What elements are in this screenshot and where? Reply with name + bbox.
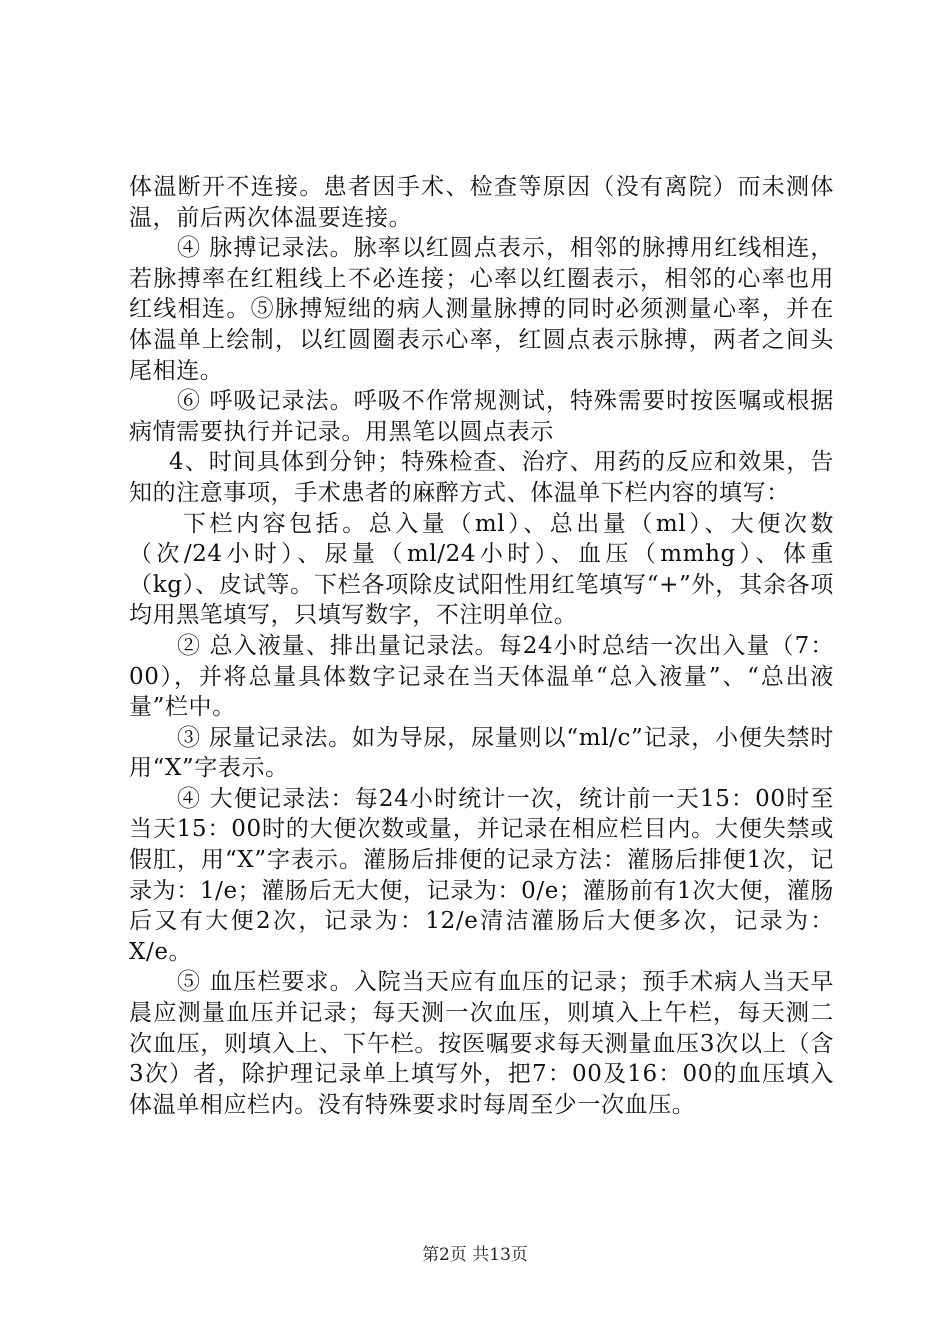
- paragraph-intake-output: ② 总入液量、排出量记录法。每24小时总结一次出入量（7：00），并将总量具体数字记录在当天体温单“总入液量”、“总出液量”栏中。: [129, 632, 834, 721]
- paragraph-respiration-recording: ⑥ 呼吸记录法。呼吸不作常规测试，特殊需要时按医嘱或根据病情需要执行并记录。用黑笔以圆点表示: [129, 388, 834, 445]
- paragraph-stool-recording: ④ 大便记录法：每24小时统计一次，统计前一天15：00时至当天15：00时的大便次数或量，并记录在相应栏目内。大便失禁或假肛，用“X”字表示。灌肠后排便的记录方法：灌肠后排便1次，记录为：1/e；灌肠后无大便，记录为：0/e；灌肠前有1次大便，灌肠后又有大便2次，记录为：12/e清洁灌肠后大便多次，记录为：X/e。: [129, 785, 834, 965]
- paragraph-temperature-continuation: 体温断开不连接。患者因手术、检查等原因（没有离院）而未测体温，前后两次体温要连接。: [129, 174, 834, 231]
- paragraph-urine-recording: ③ 尿量记录法。如为导尿，尿量则以“ml/c”记录，小便失禁时用“X”字表示。: [129, 724, 834, 782]
- page-number-footer: 第2页 共13页: [422, 1245, 528, 1265]
- paragraph-blood-pressure: ⑤ 血压栏要求。入院当天应有血压的记录；预手术病人当天早晨应测量血压并记录；每天测一次血压，则填入上午栏，每天测二次血压，则填入上、下午栏。按医嘱要求每天测量血压3次以上（含3次）者，除护理记录单上填写外，把7：00及16：00的血压填入体温单相应栏内。没有特殊要求时每周至少一次血压。: [129, 969, 834, 1118]
- paragraph-time-and-lower-section: 4、时间具体到分钟；特殊检查、治疗、用药的反应和效果，告知的注意事项，手术患者的麻醉方式、体温单下栏内容的填写：: [129, 449, 834, 506]
- paragraph-lower-section-contents: 下栏内容包括。总入量（ml）、总出量（ml）、大便次数（次/24小时）、尿量（ml/24小时）、血压（mmhg）、体重（kg）、皮试等。下栏各项除皮试阳性用红笔填写“+”外，其余各项均用黑笔填写，只填写数字，不注明单位。: [129, 510, 834, 629]
- document-body: [129, 172, 834, 1120]
- paragraph-pulse-recording: ④ 脉搏记录法。脉率以红圆点表示，相邻的脉搏用红线相连，若脉搏率在红粗线上不必连接；心率以红圈表示，相邻的心率也用红线相连。⑤脉搏短绌的病人测量脉搏的同时必须测量心率，并在体温单上绘制，以红圆圈表示心率，红圆点表示脉搏，两者之间头尾相连。: [129, 235, 834, 384]
